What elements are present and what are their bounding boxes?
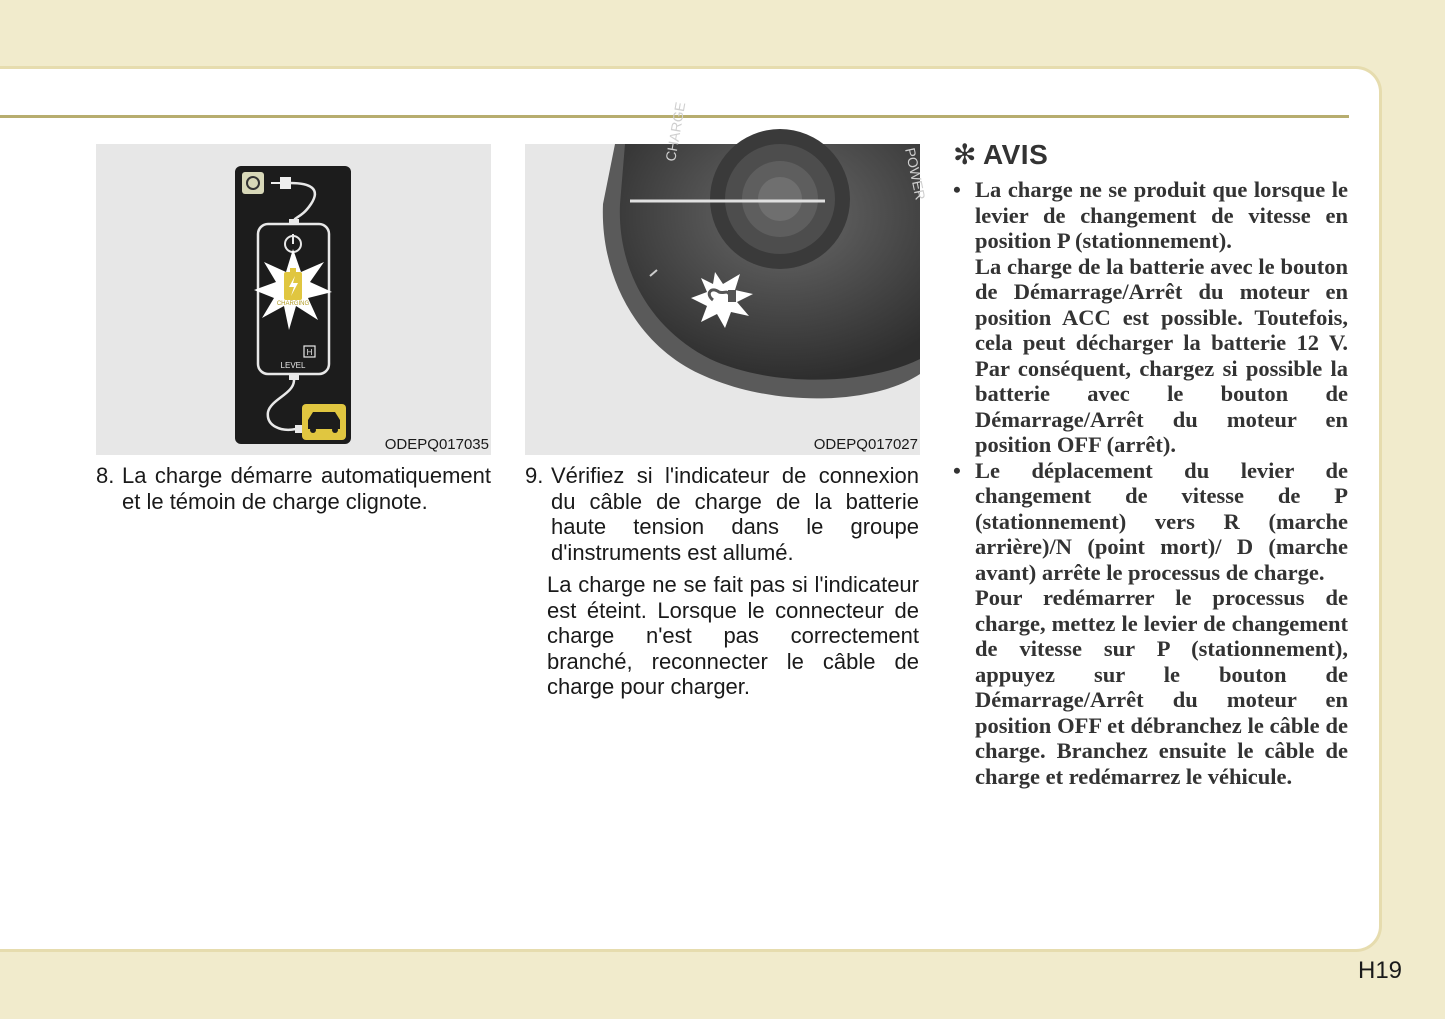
charge-scale-label: CHARGE (662, 100, 689, 163)
step-number: 9. (525, 463, 544, 488)
notice-paragraph: Pour redémarrer le processus de charge, mettez le levier de changement de vitesse sur P (stationnement), appuyez sur le bouton de Démarrage/Arrêt du moteur en position OFF et débranchez le câble de charge. Branchez ensuite le câble de charge et redémarrez le véhicule. (975, 585, 1348, 789)
level-label: LEVEL (280, 361, 306, 370)
step-number: 8. (96, 463, 115, 488)
charging-panel-illustration (96, 144, 491, 455)
figure-code: ODEPQ017027 (813, 436, 918, 453)
step-text: Vérifiez si l'indicateur de connexion du câble de charge de la batterie haute tension dans le groupe d'instruments est allumé. (551, 463, 919, 565)
plug-socket-icon (242, 172, 264, 194)
bullet-icon: • (953, 457, 961, 483)
page-number: H19 (1358, 957, 1403, 984)
figure-instrument-cluster (525, 100, 929, 455)
notice-title (953, 138, 1048, 171)
step-text: La charge démarre automatiquement et le témoin de charge clignote. (122, 463, 491, 514)
asterisk-icon: ✻ (953, 139, 977, 170)
notice-paragraph: La charge de la batterie avec le bouton de Démarrage/Arrêt du moteur en position ACC est possible. Toutefois, cela peut décharger la batterie 12 V. Par conséquent, chargez si possible la batterie avec le bouton de Démarrage/Arrêt du moteur en position OFF (arrêt). (975, 253, 1348, 457)
step-8 (96, 463, 491, 514)
notice-item (953, 177, 1348, 458)
figure-code: ODEPQ017035 (384, 436, 489, 453)
notice-item (953, 458, 1348, 790)
notice-body (953, 177, 1348, 789)
bullet-icon: • (953, 177, 961, 202)
figure-charging-panel (96, 144, 491, 455)
notice-title-text: AVIS (982, 139, 1049, 170)
instrument-cluster-illustration (525, 100, 929, 455)
step-9-note: La charge ne se fait pas si l'indicateur est éteint. Lorsque le connecteur de charge n'est pas correctement branché, reconnecter le câble de charge pour charger. (547, 572, 919, 699)
notice-paragraph: La charge ne se produit que lorsque le levier de changement de vitesse en position P (stationnement). (975, 177, 1348, 253)
step-9 (525, 463, 919, 565)
charging-label: CHARGING (276, 301, 310, 307)
power-scale-label: POWER (902, 146, 929, 202)
level-h-label: H (306, 348, 313, 357)
notice-paragraph: Le déplacement du levier de changement de vitesse de P (stationnement) vers R (marche arrière)/N (point mort)/ D (marche avant) arrête le processus de charge. (975, 457, 1348, 585)
